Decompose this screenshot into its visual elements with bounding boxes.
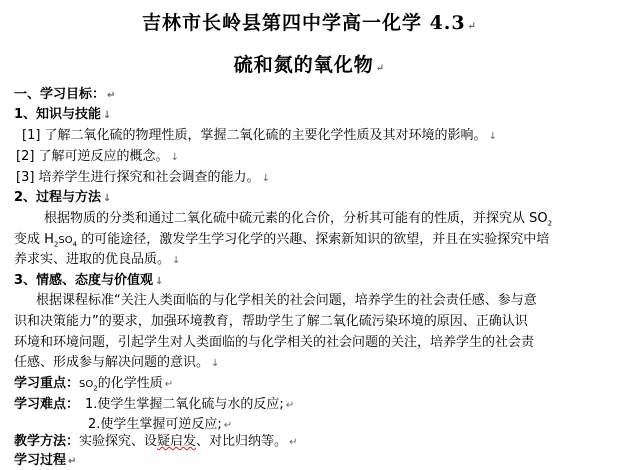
knowledge-item-1: [1] 了解二氧化硫的物理性质，掌握二氧化硫的主要化学性质及其对环境的影响。 ↓ <box>22 128 497 143</box>
values-para-line-4: 任感、形成参与解决问题的意识。 ↓ <box>14 355 220 370</box>
subsection-knowledge: 1、知识与技能 ↓ <box>14 107 112 122</box>
values-para-line-2: 识和决策能力”的要求，加强环境教育，帮助学生了解二氧化硫污染环境的原因、正确认识 <box>14 314 528 329</box>
process-para-line-1: 根据物质的分类和通过二氧化硫中硫元素的化合价，分析其可能有的性质，并探究从 $SO_2$ <box>44 211 553 228</box>
learning-process-heading: 学习过程 ↵ <box>14 453 77 468</box>
difficulty-line-2: 2.使学生掌握可逆反应; ↵ <box>88 417 233 432</box>
subsection-process: 2、过程与方法 ↓ <box>14 190 112 205</box>
teaching-method-line: 教学方法：实验探究、设疑启发、对比归纳等。 ↵ <box>14 434 298 449</box>
section-learning-goals: 一、学习目标： ↵ <box>14 87 116 102</box>
title-line-2: 硫和氮的氧化物 ↵ <box>233 54 386 76</box>
subsection-values: 3、情感、态度与价值观 ↓ <box>14 273 164 288</box>
title-line-1: 吉林市长岭县第四中学高一化学 4.3 ↵ <box>141 12 478 34</box>
process-para-line-2: 变成 $H_2SO_4$ 的可能途径，激发学生学习化学的兴趣、探索新知识的欲望，并且在实验探究中培 <box>14 232 550 249</box>
key-point-line: 学习重点：$SO_2$的化学性质 ↵ <box>14 376 174 393</box>
difficulty-line-1: 学习难点： 1.使学生掌握二氧化硫与水的反应; ↵ <box>14 397 295 412</box>
knowledge-item-2: [2] 了解可逆反应的概念。 ↓ <box>16 149 179 164</box>
values-para-line-3: 环境和环境问题，引起学生对人类面临的与化学相关的社会问题的关注，培养学生的社会责 <box>14 335 535 350</box>
process-para-line-3: 养求实、进取的优良品质。 ↓ <box>14 252 181 267</box>
knowledge-item-3: [3] 培养学生进行探究和社会调查的能力。 ↓ <box>16 170 270 185</box>
values-para-line-1: 根据课程标准“关注人类面临的与化学相关的社会问题，培养学生的社会责任感、参与意 <box>36 293 537 308</box>
